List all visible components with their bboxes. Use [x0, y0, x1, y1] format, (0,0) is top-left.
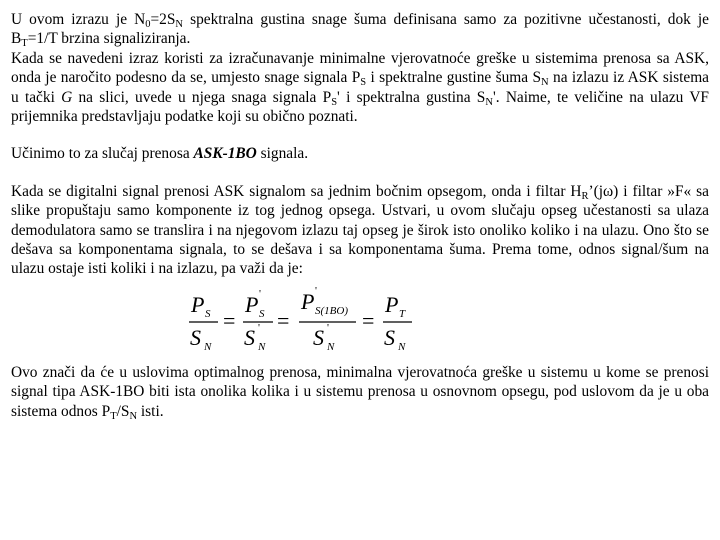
- denominator-sub: N: [327, 340, 335, 353]
- denominator-s: S: [384, 324, 395, 350]
- text: ’(jω) i filtar »F« sa slike propuštaju samo komponente iz tog jednog opsega. Ustvari, u ovom slučaju opseg učestanosti sa ulaza demodulatora samo se translira i na njegovom izlazu taj opseg je širok isto onoliko koliko i na ulazu. Ono što se dešava sa komponentama signala, to se dešava i sa komponentama šuma. Prema tome, odnos signal/šum na ulazu ostaje isti koliki i na izlazu, pa važi da je:: [11, 182, 709, 278]
- paragraph-gap: [11, 164, 709, 182]
- paragraph-ask-usage: [11, 49, 709, 127]
- fraction-pt-sn: [383, 292, 412, 353]
- text: spektralna gustina snage šuma definisana samo za pozitivne učestanosti, dok je B: [11, 11, 710, 48]
- paragraph-single-sideband: [11, 182, 709, 279]
- text: ' i spektralna gustina S: [337, 88, 486, 106]
- equals-sign: =: [277, 307, 290, 333]
- text: i spektralne gustine šuma S: [366, 69, 542, 87]
- prime-mark: ': [259, 287, 261, 300]
- numerator-p: P: [191, 291, 205, 317]
- emphasis-ask-1bo: ASK-1BO: [193, 145, 257, 163]
- subscript: R: [581, 190, 589, 202]
- text: U ovom izrazu je N: [11, 11, 146, 28]
- text: Učinimo to za slučaj prenosa: [11, 145, 194, 163]
- denominator-sub: N: [398, 340, 406, 353]
- text: '. Naime, te veličine na ulazu VF prijemnika predstavljaju podatke koji su obično poznati.: [11, 88, 709, 126]
- point-label-g: G: [61, 88, 73, 106]
- numerator-sub: S: [205, 307, 211, 320]
- text: Kada se navedeni izraz koristi za izračunavanje minimalne vjerovatnoće greške u sistemima prenosa sa ASK, onda je naročito podesno da se, umjesto snage signala P: [11, 49, 709, 87]
- numerator-sub: T: [399, 307, 406, 320]
- denominator-s: S: [313, 324, 324, 350]
- fraction-ps-1bo-sn-prime: [299, 285, 356, 353]
- denominator-s: S: [244, 324, 255, 350]
- paragraph-conclusion: [11, 363, 709, 421]
- prime-mark: ': [315, 284, 317, 297]
- text: isti.: [137, 402, 164, 420]
- denominator-sub: N: [258, 340, 266, 353]
- text: na slici, uvede u njega snaga signala P: [72, 88, 332, 106]
- text: =1/T brzina signaliziranja.: [27, 30, 191, 48]
- subscript: T: [110, 410, 117, 422]
- text: Kada se digitalni signal prenosi ASK signalom sa jednim bočnim opsegom, onda i filtar H: [11, 182, 582, 200]
- fraction-ps-prime-sn-prime: [243, 288, 273, 353]
- numerator-p: P: [385, 291, 399, 317]
- subscript: T: [21, 38, 28, 50]
- paragraph-ask-1bo-intro: [11, 144, 709, 163]
- text: signala.: [256, 145, 309, 163]
- text: na izlazu iz ASK sistema u tački: [11, 69, 710, 106]
- prime-mark: ': [327, 321, 329, 334]
- text: Ovo znači da će u uslovima optimalnog prenosa, minimalna vjerovatnoća greške u sistemu u kome se prenosi signal tipa ASK-1BO biti ista onolika kolika i u sistemu prenosa u osnovnom opsegu, pod uslovom da je u oba sistema odnos P: [11, 363, 709, 420]
- text: =2S: [150, 11, 176, 28]
- fraction-ps-sn: [189, 292, 218, 353]
- numerator-sub: S: [259, 307, 265, 320]
- equation-graphic: [187, 285, 417, 357]
- numerator-sub-1bo: S(1BO): [315, 304, 348, 317]
- document-page: [11, 10, 709, 421]
- numerator-p: P: [301, 288, 315, 314]
- denominator-s: S: [190, 324, 201, 350]
- subscript: N: [175, 19, 184, 30]
- paragraph-gap: [11, 126, 709, 144]
- subscript: S: [331, 96, 338, 108]
- text: /S: [116, 402, 130, 420]
- numerator-p: P: [245, 291, 259, 317]
- prime-mark: ': [258, 321, 260, 334]
- equals-sign: =: [223, 307, 236, 333]
- snr-equation: [11, 285, 709, 357]
- paragraph-noise-definition: [11, 10, 709, 49]
- subscript: N: [485, 96, 493, 108]
- subscript: S: [360, 77, 367, 89]
- denominator-sub: N: [204, 340, 212, 353]
- equals-sign: =: [362, 307, 375, 333]
- subscript: 0: [145, 19, 151, 30]
- subscript: N: [129, 410, 138, 422]
- subscript: N: [541, 77, 549, 89]
